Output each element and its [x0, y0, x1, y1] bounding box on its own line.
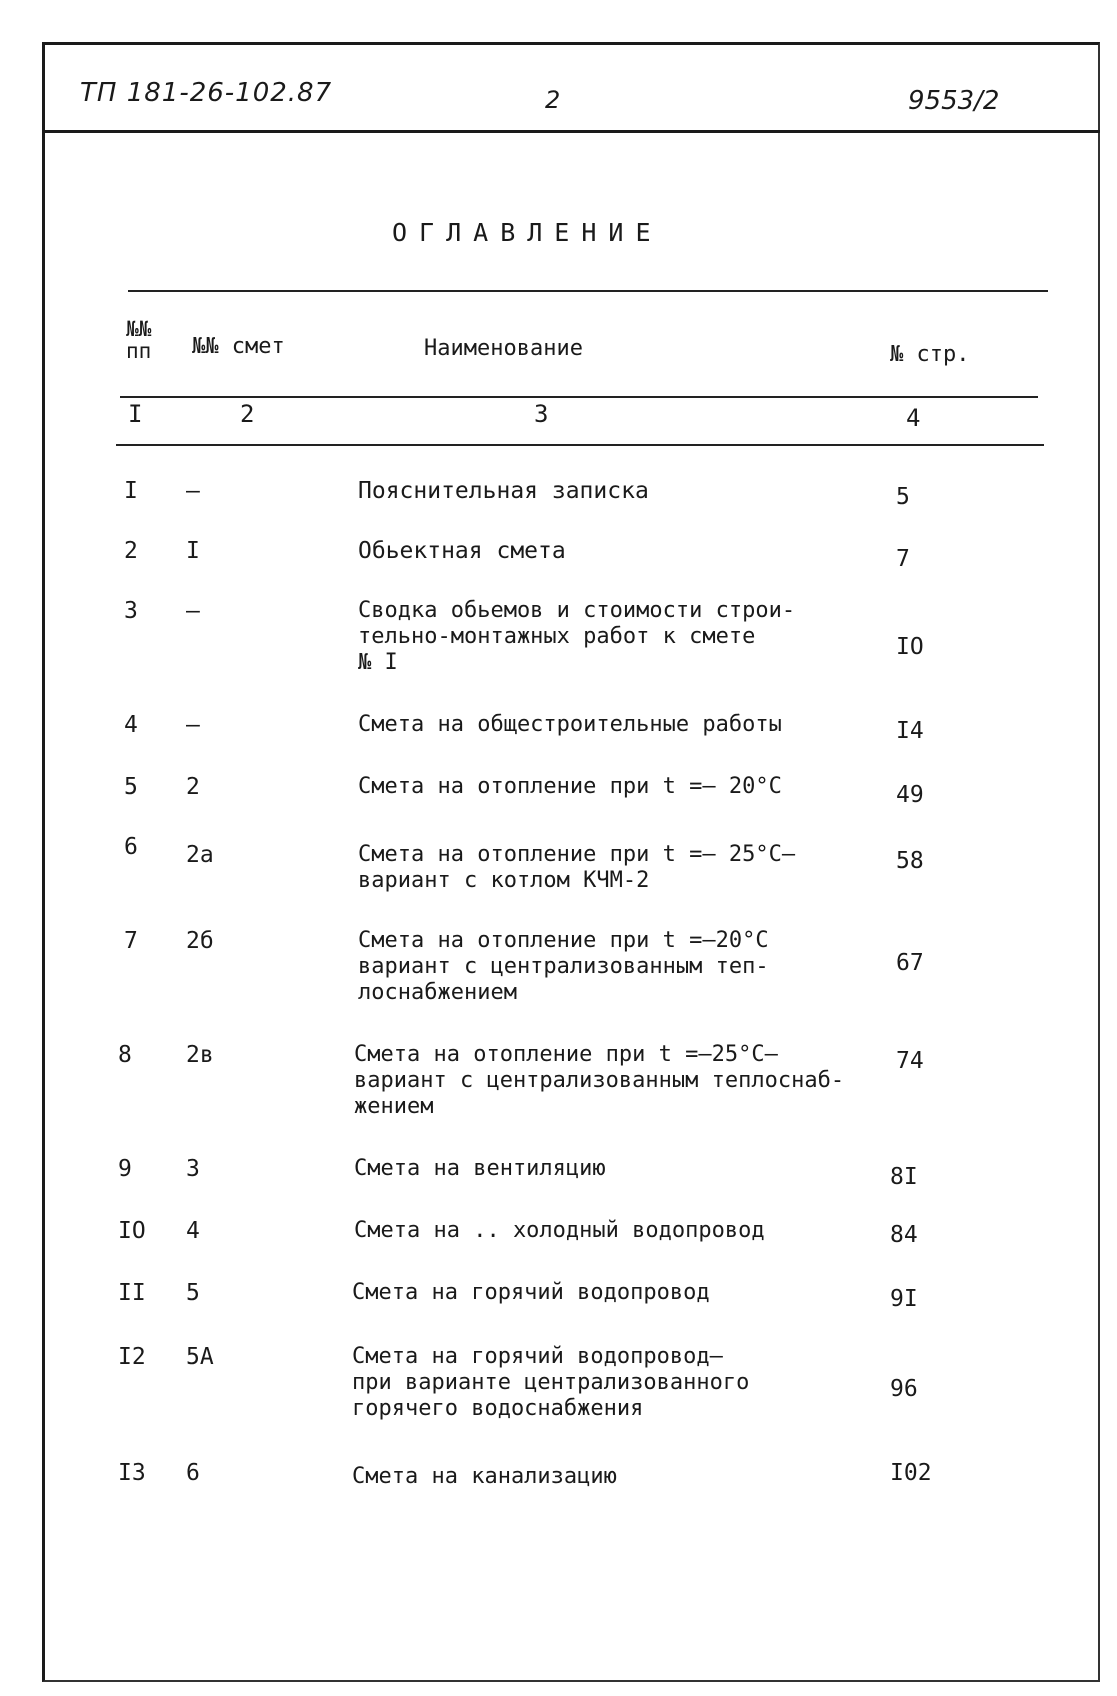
row-name: Смета на .. холодный водопровод [354, 1218, 765, 1243]
row-number: II [118, 1280, 146, 1306]
row-estimate: 3 [186, 1156, 200, 1182]
header-col-number: №№ пп [126, 317, 152, 363]
row-estimate: 5А [186, 1344, 214, 1370]
header-col-name: Наименование [424, 336, 583, 361]
row-number: I2 [118, 1344, 146, 1370]
row-number: 7 [124, 928, 138, 954]
row-name: Смета на отопление при t =– 20°C [358, 774, 782, 799]
row-number: 3 [124, 598, 138, 624]
row-name: Смета на горячий водопровод– при варианте централизованного горячего водоснабжения [352, 1344, 750, 1421]
header-col-estimate: №№ смет [192, 334, 285, 359]
sheet-number: 9553/2 [908, 86, 1000, 116]
row-number: 6 [124, 834, 138, 860]
row-estimate: 5 [186, 1280, 200, 1306]
page-number: 2 [545, 86, 561, 114]
column-number-2: 2 [240, 400, 255, 428]
row-name: Смета на вентиляцию [354, 1156, 606, 1181]
row-page: 74 [896, 1048, 924, 1074]
row-page: 5 [896, 484, 910, 510]
row-number: 9 [118, 1156, 132, 1182]
row-estimate: – [186, 712, 200, 738]
header-col-page: № стр. [890, 342, 970, 367]
row-page: 9I [890, 1286, 918, 1312]
column-numbers-rule [116, 444, 1044, 446]
row-page: 96 [890, 1376, 918, 1402]
row-estimate: – [186, 478, 200, 504]
column-number-4: 4 [906, 404, 921, 432]
row-name: Смета на отопление при t =–25°C– вариант с централизованным теплоснаб- жением [354, 1042, 845, 1119]
row-page: 7 [896, 546, 910, 572]
row-name: Сводка обьемов и стоимости строи- тельно-монтажных работ к смете № I [358, 598, 796, 675]
row-name: Пояснительная записка [358, 478, 649, 504]
row-name: Смета на канализацию [352, 1464, 617, 1489]
row-estimate: 2а [186, 842, 214, 868]
row-page: IO [896, 634, 924, 660]
column-number-1: I [128, 400, 143, 428]
row-number: 2 [124, 538, 138, 564]
row-page: 8I [890, 1164, 918, 1190]
row-number: I3 [118, 1460, 146, 1486]
row-page: 58 [896, 848, 924, 874]
table-top-rule [128, 290, 1048, 292]
row-number: I [124, 478, 138, 504]
row-name: Смета на общестроительные работы [358, 712, 782, 737]
row-number: 5 [124, 774, 138, 800]
row-name: Смета на отопление при t =–20°C вариант с централизованным теп- лоснабжением [358, 928, 769, 1005]
header-bottom-rule [120, 396, 1038, 398]
row-estimate: – [186, 598, 200, 624]
row-page: 49 [896, 782, 924, 808]
row-estimate: 6 [186, 1460, 200, 1486]
row-page: I02 [890, 1460, 932, 1486]
row-estimate: 4 [186, 1218, 200, 1244]
row-page: 84 [890, 1222, 918, 1248]
row-page: I4 [896, 718, 924, 744]
row-estimate: 2 [186, 774, 200, 800]
column-number-3: 3 [534, 400, 549, 428]
document-code: ТП 181-26-102.87 [80, 78, 333, 108]
row-number: IO [118, 1218, 146, 1244]
row-name: Обьектная смета [358, 538, 566, 564]
row-number: 4 [124, 712, 138, 738]
row-estimate: I [186, 538, 200, 564]
row-page: 67 [896, 950, 924, 976]
row-estimate: 2б [186, 928, 214, 954]
row-name: Смета на отопление при t =– 25°C– вариант с котлом КЧМ-2 [358, 842, 796, 893]
row-name: Смета на горячий водопровод [352, 1280, 710, 1305]
page-title: ОГЛАВЛЕНИЕ [392, 218, 663, 247]
header-divider [45, 130, 1100, 133]
row-estimate: 2в [186, 1042, 214, 1068]
row-number: 8 [118, 1042, 132, 1068]
